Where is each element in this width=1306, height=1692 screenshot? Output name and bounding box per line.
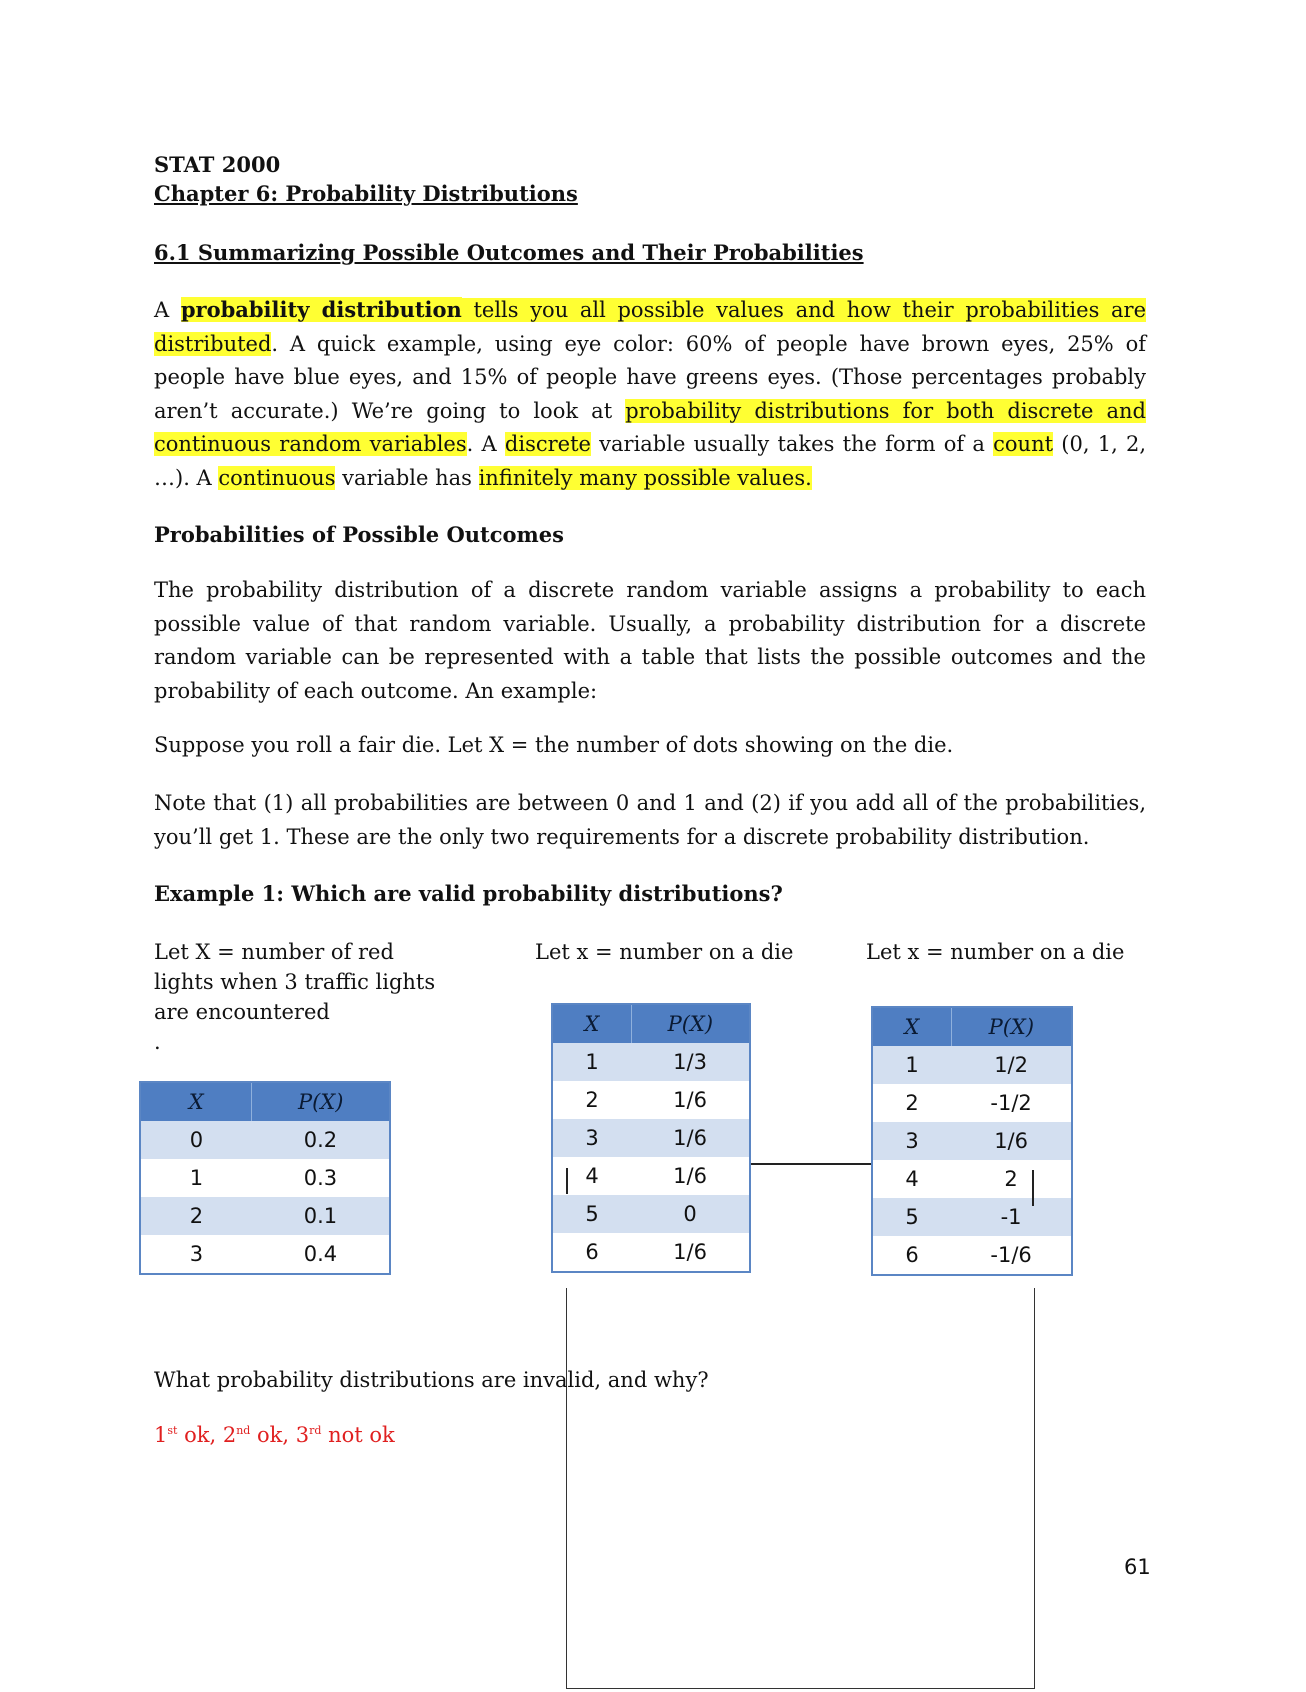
cell-p: 1/2: [951, 1046, 1072, 1084]
cell-x: 6: [552, 1233, 631, 1272]
intro-text-2: . A quick example, using eye color: 60% of people have brown eyes, 25% of people have blue eyes, and 15% of people have greens eyes. (Those percentages probably aren’t accurate.) We’re going to look at: [154, 331, 1146, 423]
intro-paragraph: [154, 293, 1146, 495]
table-row: [872, 1046, 1072, 1084]
table-header-x: X: [552, 1004, 631, 1043]
stray-line-left: [566, 1168, 568, 1194]
table-row: [140, 1121, 390, 1159]
highlight-continuous: continuous: [218, 465, 336, 490]
table-row: [140, 1235, 390, 1274]
paragraph-discrete-distribution: The probability distribution of a discrete random variable assigns a probability to each possible value of that random variable. Usually, a probability distribution for a discrete random variable can be represented with a table that lists the possible outcomes and the probability of each outcome. An example:: [154, 578, 1146, 703]
table-row: [872, 1084, 1072, 1122]
answer-text: [154, 1423, 395, 1447]
cell-p: -1/2: [951, 1084, 1072, 1122]
intro-text-3: . A: [466, 432, 505, 456]
table-header-px: P(X): [951, 1007, 1072, 1046]
intro-text-4: variable usually takes the form of a: [590, 432, 994, 456]
table-row: [552, 1233, 750, 1272]
caption-dot: .: [154, 1030, 161, 1054]
cell-x: 2: [140, 1197, 252, 1235]
answer-part: 1: [154, 1423, 168, 1447]
table-die-1: [551, 1003, 751, 1273]
cell-x: 1: [872, 1046, 951, 1084]
cell-p: 0: [631, 1195, 750, 1233]
stray-line-right: [1032, 1170, 1034, 1206]
subheading-possible-outcomes: Probabilities of Possible Outcomes: [154, 522, 564, 547]
caption-die-2: Let x = number on a die: [866, 940, 1125, 964]
chapter-title: Chapter 6: Probability Distributions: [154, 181, 578, 206]
cell-p: 1/6: [951, 1122, 1072, 1160]
highlight-discrete: discrete: [504, 432, 591, 456]
cell-p: 1/6: [631, 1119, 750, 1157]
cell-x: 6: [872, 1236, 951, 1275]
cell-x: 5: [872, 1198, 951, 1236]
table-row: [140, 1197, 390, 1235]
cell-x: 2: [872, 1084, 951, 1122]
cell-p: -1: [951, 1198, 1072, 1236]
table-header-x: X: [140, 1082, 252, 1121]
section-title: 6.1 Summarizing Possible Outcomes and Their Probabilities: [154, 240, 864, 265]
course-title: STAT 2000: [154, 152, 281, 177]
question-text: What probability distributions are invalid, and why?: [154, 1368, 709, 1392]
table-row: [552, 1081, 750, 1119]
cell-x: 5: [552, 1195, 631, 1233]
cell-x: 3: [872, 1122, 951, 1160]
table-row: [552, 1157, 750, 1195]
answer-sup: nd: [236, 1424, 251, 1437]
table-row: [872, 1236, 1072, 1275]
table-row: [872, 1198, 1072, 1236]
cell-x: 4: [872, 1160, 951, 1198]
caption-line-2: lights when 3 traffic lights: [154, 970, 436, 994]
caption-line-1: Let X = number of red: [154, 940, 394, 964]
cell-x: 1: [140, 1159, 252, 1197]
example-heading: Example 1: Which are valid probability distributions?: [154, 881, 783, 906]
cell-x: 3: [140, 1235, 252, 1274]
cell-p: 1/6: [631, 1157, 750, 1195]
answer-part: not ok: [321, 1423, 395, 1447]
answer-part: ok, 2: [177, 1423, 237, 1447]
cell-p: 0.4: [252, 1235, 390, 1274]
cell-x: 1: [552, 1043, 631, 1081]
table-header-px: P(X): [252, 1082, 390, 1121]
cell-p: 1/3: [631, 1043, 750, 1081]
cell-p: 1/6: [631, 1081, 750, 1119]
cell-x: 4: [552, 1157, 631, 1195]
table-die-2: [871, 1006, 1073, 1276]
cell-x: 3: [552, 1119, 631, 1157]
cell-p: 1/6: [631, 1233, 750, 1272]
page-number: 61: [1124, 1555, 1151, 1579]
cell-p: 2: [951, 1160, 1072, 1198]
cell-p: 0.2: [252, 1121, 390, 1159]
cell-x: 0: [140, 1121, 252, 1159]
answer-part: ok, 3: [250, 1423, 310, 1447]
highlight-count: count: [993, 432, 1054, 456]
caption-die-1: Let x = number on a die: [535, 940, 794, 964]
highlight-discrete-and-continuous: probability distributions for both discrete and continuous random variables: [154, 398, 1147, 456]
connector-line: [751, 1163, 871, 1165]
cell-p: -1/6: [951, 1236, 1072, 1275]
table-row: [872, 1122, 1072, 1160]
table-row: [552, 1043, 750, 1081]
highlight-tells-you: tells you all possible values and how their probabilities are distributed: [154, 298, 1146, 356]
table-header-x: X: [872, 1007, 951, 1046]
caption-line-3: are encountered: [154, 1000, 330, 1024]
answer-sup: st: [167, 1424, 178, 1437]
intro-text-6: variable has: [335, 465, 479, 490]
cell-p: 0.1: [252, 1197, 390, 1235]
table-row: [552, 1195, 750, 1233]
cell-p: 0.3: [252, 1159, 390, 1197]
table-row: [140, 1159, 390, 1197]
table-row: [552, 1119, 750, 1157]
intro-text-1: A: [154, 298, 181, 322]
cell-x: 2: [552, 1081, 631, 1119]
answer-sup: rd: [309, 1424, 322, 1437]
highlight-probability-distribution: probability distribution: [180, 297, 462, 322]
paragraph-requirements: Note that (1) all probabilities are between 0 and 1 and (2) if you add all of the probabilities, you’ll get 1. These are the only two requirements for a discrete probability distribution.: [154, 791, 1146, 849]
stray-rectangle: [566, 1288, 1035, 1689]
caption-traffic-lights: [154, 937, 435, 1057]
intro-text-5: (0, 1, 2, …). A: [154, 432, 1146, 490]
highlight-infinitely-many: infinitely many possible values.: [478, 465, 812, 490]
table-traffic-lights: [139, 1081, 391, 1275]
table-row: [872, 1160, 1072, 1198]
paragraph-fair-die: Suppose you roll a fair die. Let X = the number of dots showing on the die.: [154, 733, 954, 757]
table-header-px: P(X): [631, 1004, 750, 1043]
